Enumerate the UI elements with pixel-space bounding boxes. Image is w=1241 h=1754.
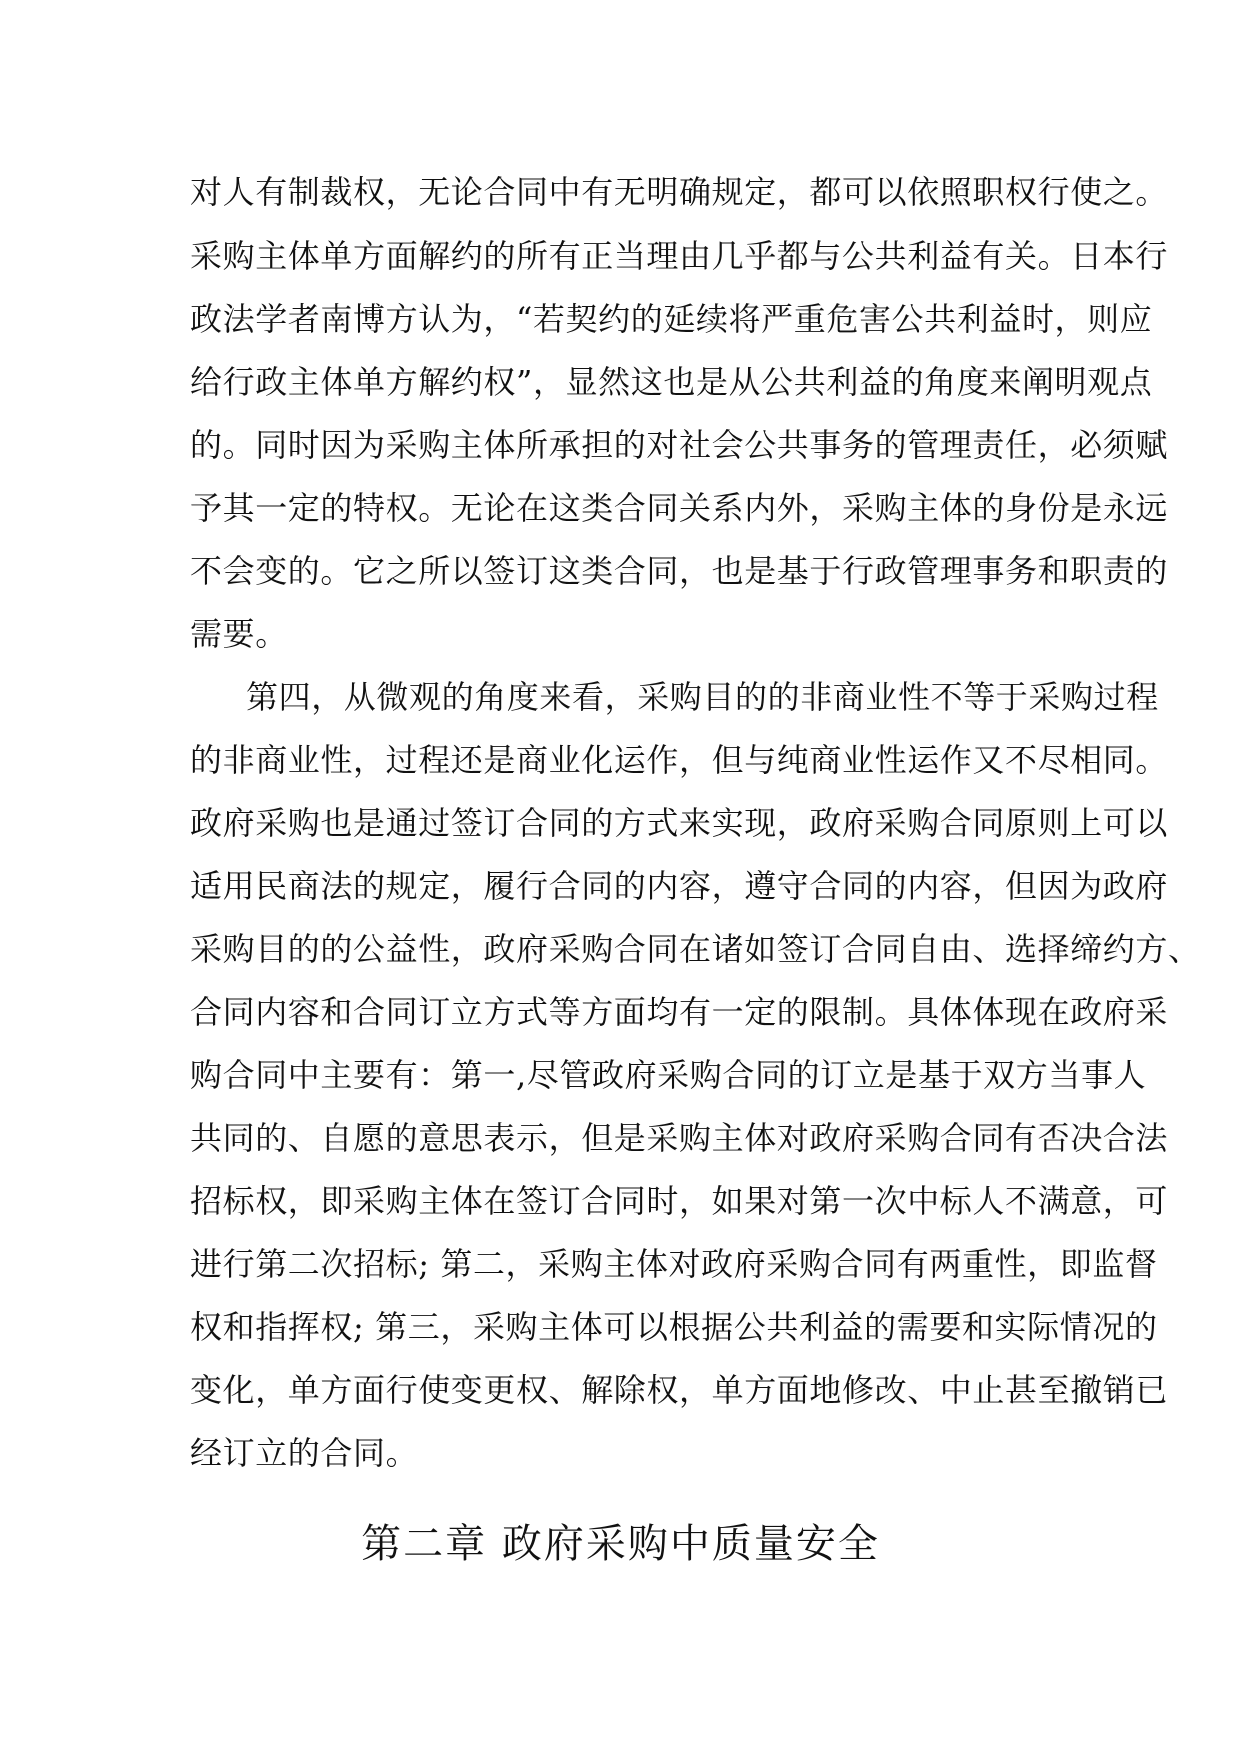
paragraph-1-line-1: 对人有制裁权，无论合同中有无明确规定，都可以依照职权行使之。 [190, 173, 1169, 211]
chapter-title: 第二章 政府采购中质量安全 [361, 1521, 880, 1567]
paragraph-2-line-8: 共同的、自愿的意思表示，但是采购主体对政府采购合同有否决合法 [190, 1119, 1169, 1157]
paragraph-2-line-6: 合同内容和合同订立方式等方面均有一定的限制。具体体现在政府采 [190, 993, 1169, 1031]
paragraph-1-line-7: 不会变的。它之所以签订这类合同，也是基于行政管理事务和职责的 [190, 552, 1169, 590]
paragraph-2-line-5: 采购目的的公益性，政府采购合同在诸如签订合同自由、选择缔约方、 [190, 930, 1201, 968]
paragraph-2-line-3: 政府采购也是通过签订合同的方式来实现，政府采购合同原则上可以 [190, 804, 1169, 842]
paragraph-2-line-7: 购合同中主要有：第一,尽管政府采购合同的订立是基于双方当事人 [190, 1056, 1147, 1094]
paragraph-2-line-4: 适用民商法的规定，履行合同的内容，遵守合同的内容，但因为政府 [190, 867, 1169, 905]
paragraph-1-line-8: 需要。 [190, 615, 288, 653]
paragraph-2-line-10: 进行第二次招标; 第二，采购主体对政府采购合同有两重性，即监督 [190, 1245, 1158, 1283]
paragraph-1-line-3: 政法学者南博方认为，“若契约的延续将严重危害公共利益时，则应 [190, 300, 1153, 338]
paragraph-1-line-6: 予其一定的特权。无论在这类合同关系内外，采购主体的身份是永远 [190, 489, 1169, 527]
paragraph-2-line-1: 第四，从微观的角度来看，采购目的的非商业性不等于采购过程 [246, 678, 1159, 716]
paragraph-2-line-11: 权和指挥权; 第三，采购主体可以根据公共利益的需要和实际情况的 [190, 1308, 1158, 1346]
paragraph-2-line-13: 经订立的合同。 [190, 1434, 419, 1472]
paragraph-2-line-2: 的非商业性，过程还是商业化运作，但与纯商业性运作又不尽相同。 [190, 741, 1169, 779]
paragraph-1-line-4: 给行政主体单方解约权”，显然这也是从公共利益的角度来阐明观点 [190, 363, 1153, 401]
paragraph-2-line-9: 招标权，即采购主体在签订合同时，如果对第一次中标人不满意，可 [190, 1182, 1169, 1220]
paragraph-2-line-12: 变化，单方面行使变更权、解除权，单方面地修改、中止甚至撤销已 [190, 1371, 1169, 1409]
paragraph-1-line-5: 的。同时因为采购主体所承担的对社会公共事务的管理责任，必须赋 [190, 426, 1169, 464]
paragraph-1-line-2: 采购主体单方面解约的所有正当理由几乎都与公共利益有关。日本行 [190, 237, 1169, 275]
